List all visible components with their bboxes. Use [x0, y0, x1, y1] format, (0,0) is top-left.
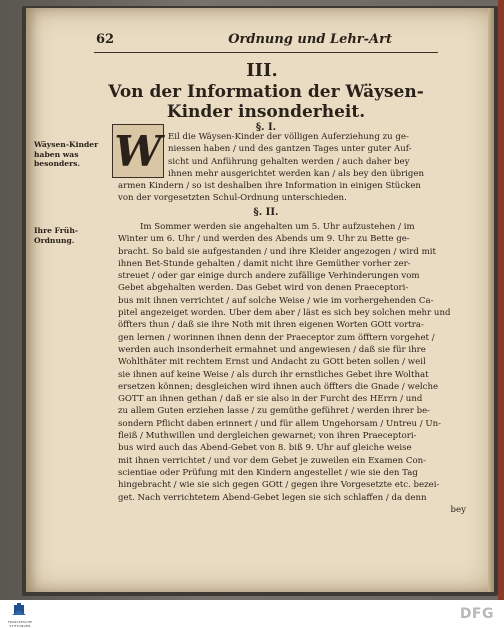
scanned-page	[26, 8, 494, 592]
chapter-title	[92, 82, 440, 122]
section2-margin-note: Ihre Früh-Ordnung.	[34, 226, 79, 245]
text-line: streuet / oder gar einige durch andere zufällige Verhinderungen vom	[118, 271, 420, 282]
text-line: Winter um 6. Uhr / und werden des Abends um 9. Uhr zu Bette ge-	[118, 234, 410, 245]
section2-text	[118, 221, 466, 516]
text-line: Wohlthäter mit rechtem Ernst und Andacht zu GOtt beten sollen / weil	[118, 357, 426, 368]
section1-heading: §. I.	[255, 122, 277, 133]
section1-indented-text	[168, 131, 466, 180]
text-line: sondern Pflicht daben erinnert / und für allem Ungehorsam / Untreu / Un-	[118, 418, 442, 429]
page-edge	[488, 8, 494, 592]
text-line: fleiß / Muthwillen und dergleichen gewarnet; von ihren Praeceptori-	[118, 431, 417, 442]
text-line: bus wird auch das Abend-Gebet von 8. biß 9. Uhr auf gleiche weise	[118, 443, 412, 454]
text-line: öffters thun / daß sie ihre Noth mit ihren eigenen Worten GOtt vortra-	[118, 320, 424, 331]
chapter-title-line2: Kinder insonderheit.	[166, 102, 366, 122]
text-line: niessen haben / und des gantzen Tages unter guter Auf-	[168, 144, 412, 155]
text-line: scientiae oder Prüfung mit den Kindern angestellet / wie sie den Tag	[118, 467, 418, 478]
text-line: bracht. So bald sie aufgestanden / und ihre Kleider angezogen / wird mit	[118, 246, 436, 257]
decorative-initial: W	[112, 124, 164, 178]
foundation-logo-caption: FRANCKESCHE STIFTUNGEN	[7, 620, 33, 628]
section1-full-text	[118, 180, 466, 205]
text-line: mit ihnen verrichtet / und vor dem Gebet je zuweilen ein Examen Con-	[118, 455, 427, 466]
text-line: werden auch insonderheit ermahnet und angewiesen / daß sie für ihre	[118, 344, 426, 355]
text-line: hingebracht / wie sie sich gegen GOtt / gegen ihre Vorgesetzte etc. bezei-	[118, 480, 440, 491]
text-line: armen Kindern / so ist deshalben ihre Information in einigen Stücken	[118, 181, 421, 191]
section1-margin-note: Wäysen-Kinder haben was besonders.	[34, 140, 99, 169]
text-line: Gebet abgehalten werden. Das Gebet wird von denen Praeceptori-	[118, 283, 409, 294]
text-line: ersetzen können; desgleichen wird ihnen auch öffters die Gnade / welche	[118, 381, 439, 392]
text-line: get. Nach verrichtetem Abend-Gebet legen sie sich schlaffen / da denn	[118, 492, 427, 503]
text-line: sicht und Anführung gehalten werden / auch daher bey	[168, 156, 410, 167]
running-head	[96, 32, 436, 52]
viewer-footer	[0, 600, 504, 628]
catchword: bey	[450, 504, 466, 515]
text-line: gen lernen / worinnen ihnen denn der Praeceptor zum öfftern vorgehet /	[118, 332, 435, 343]
text-line: pitel angezeiget worden. Uber dem aber / läst es sich bey solchen mehr und	[118, 308, 451, 319]
text-line: ihnen Bet-Stunde gehalten / damit nicht ihre Gemüther vorher zer-	[118, 258, 411, 269]
text-line: Eil die Wäysen-Kinder der völligen Auferziehung zu ge-	[168, 132, 409, 142]
text-line: zu allem Guten erziehen lasse / zu gemüthe geführet / werden ihrer be-	[118, 406, 431, 417]
page-number: 62	[96, 32, 115, 47]
text-line: bus mit ihnen verrichtet / auf solche Weise / wie im vorhergehenden Ca-	[118, 295, 434, 306]
running-title: Ordnung und Lehr-Art	[228, 32, 392, 47]
chapter-number: III.	[246, 60, 278, 81]
chapter-title-line1: Von der Information der Wäysen-	[108, 82, 424, 102]
text-line: GOTT an ihnen gethan / daß er sie also in der Furcht des HErrn / und	[118, 394, 423, 405]
section2-heading: §. II.	[253, 207, 279, 218]
text-line: Im Sommer werden sie angehalten um 5. Uhr aufzustehen / im	[140, 222, 415, 232]
text-line: sie ihnen auf keine Weise / als durch ihr ernstliches Gebet ihre Wolthat	[118, 369, 429, 380]
header-rule	[94, 52, 438, 53]
dfg-logo: DFG	[459, 606, 494, 622]
text-line: von der vorgesetzten Schul-Ordnung unterschieden.	[118, 193, 347, 204]
viewer-right-border	[498, 0, 504, 600]
text-line: ihnen mehr ausgerichtet werden kan / als bey den übrigen	[168, 168, 425, 179]
